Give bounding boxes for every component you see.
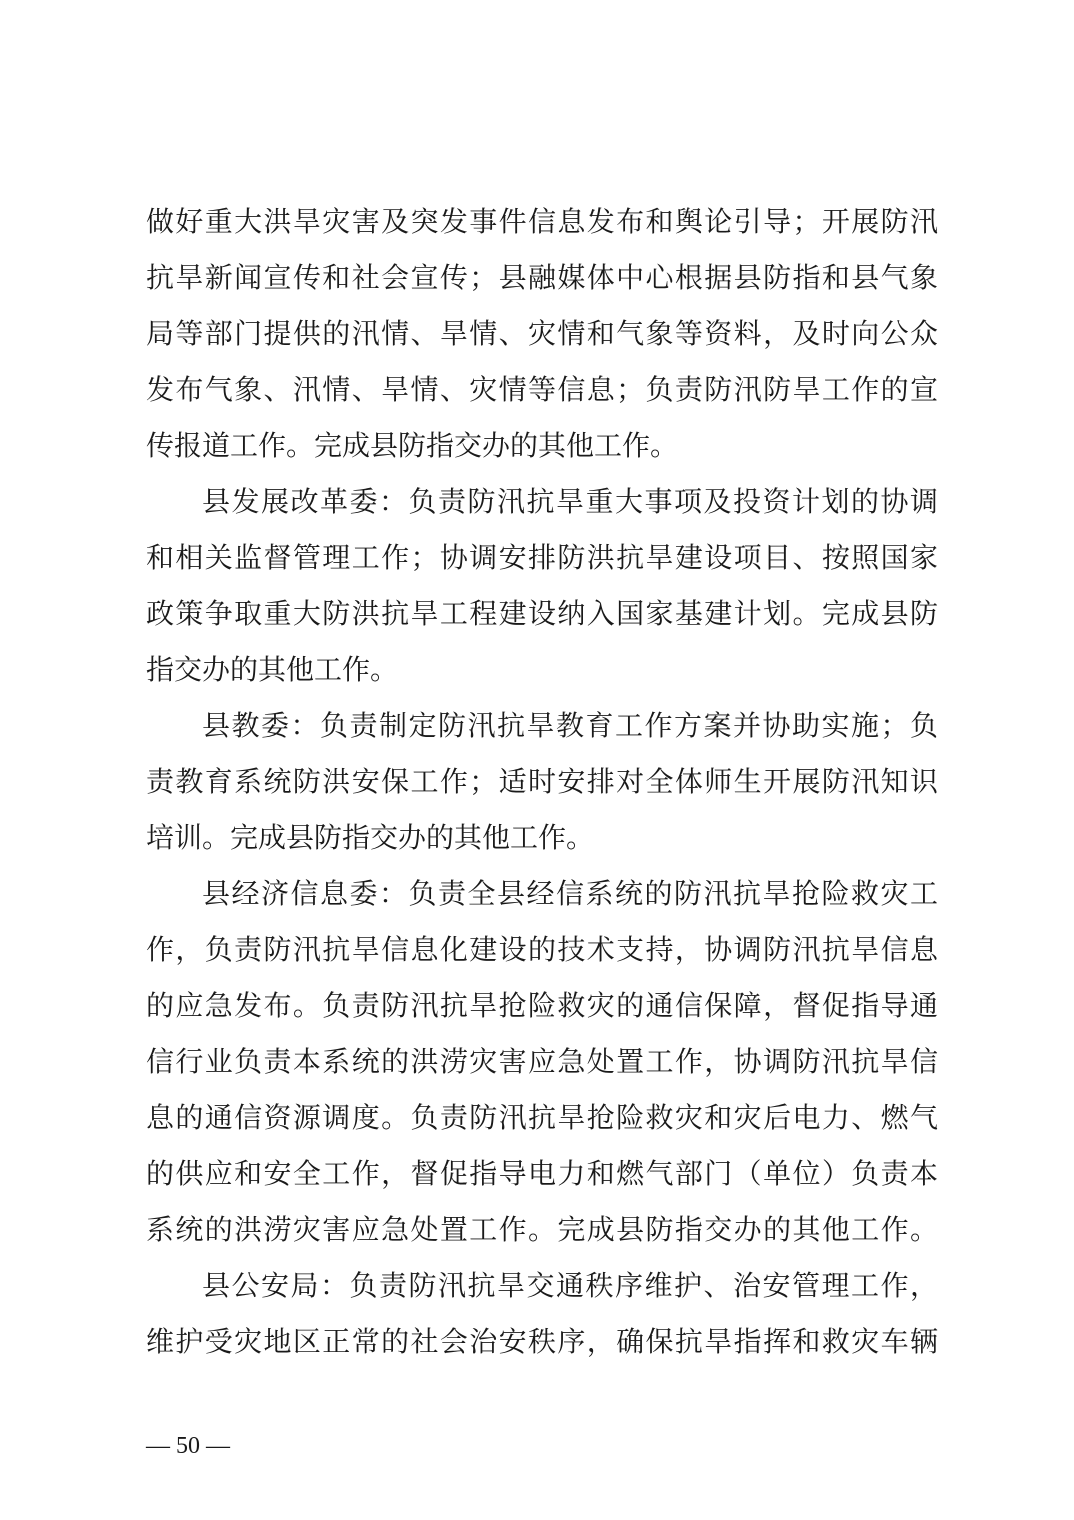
page-number: — 50 — xyxy=(146,1433,230,1459)
body-text-line: 指交办的其他工作。 xyxy=(146,653,399,686)
body-text-line: 抗旱新闻宣传和社会宣传；县融媒体中心根据县防指和县气象 xyxy=(146,261,938,294)
paragraph-first-line: 县教委：负责制定防汛抗旱教育工作方案并协助实施；负 xyxy=(202,709,938,742)
body-text-line: 的应急发布。负责防汛抗旱抢险救灾的通信保障，督促指导通 xyxy=(146,989,938,1022)
paragraph-first-line: 县公安局：负责防汛抗旱交通秩序维护、治安管理工作， xyxy=(202,1269,938,1302)
body-text-line: 维护受灾地区正常的社会治安秩序，确保抗旱指挥和救灾车辆 xyxy=(146,1325,938,1358)
paragraph-first-line: 县发展改革委：负责防汛抗旱重大事项及投资计划的协调 xyxy=(202,485,938,518)
body-text-line: 传报道工作。完成县防指交办的其他工作。 xyxy=(146,429,679,462)
body-text-line: 的供应和安全工作，督促指导电力和燃气部门（单位）负责本 xyxy=(146,1157,938,1190)
body-text-line: 培训。完成县防指交办的其他工作。 xyxy=(146,821,595,854)
body-text-line: 和相关监督管理工作；协调安排防洪抗旱建设项目、按照国家 xyxy=(146,541,938,574)
body-text-line: 责教育系统防洪安保工作；适时安排对全体师生开展防汛知识 xyxy=(146,765,938,798)
paragraph-first-line: 县经济信息委：负责全县经信系统的防汛抗旱抢险救灾工 xyxy=(202,877,938,910)
body-text-line: 息的通信资源调度。负责防汛抗旱抢险救灾和灾后电力、燃气 xyxy=(146,1101,938,1134)
body-text-line: 发布气象、汛情、旱情、灾情等信息；负责防汛防旱工作的宣 xyxy=(146,373,938,406)
body-text-line: 信行业负责本系统的洪涝灾害应急处置工作，协调防汛抗旱信 xyxy=(146,1045,938,1078)
body-text-line: 做好重大洪旱灾害及突发事件信息发布和舆论引导；开展防汛 xyxy=(146,205,938,238)
body-text-line: 作，负责防汛抗旱信息化建设的技术支持，协调防汛抗旱信息 xyxy=(146,933,938,966)
body-text-line: 政策争取重大防洪抗旱工程建设纳入国家基建计划。完成县防 xyxy=(146,597,938,630)
body-text-line: 局等部门提供的汛情、旱情、灾情和气象等资料，及时向公众 xyxy=(146,317,938,350)
body-text-line: 系统的洪涝灾害应急处置工作。完成县防指交办的其他工作。 xyxy=(146,1213,938,1246)
